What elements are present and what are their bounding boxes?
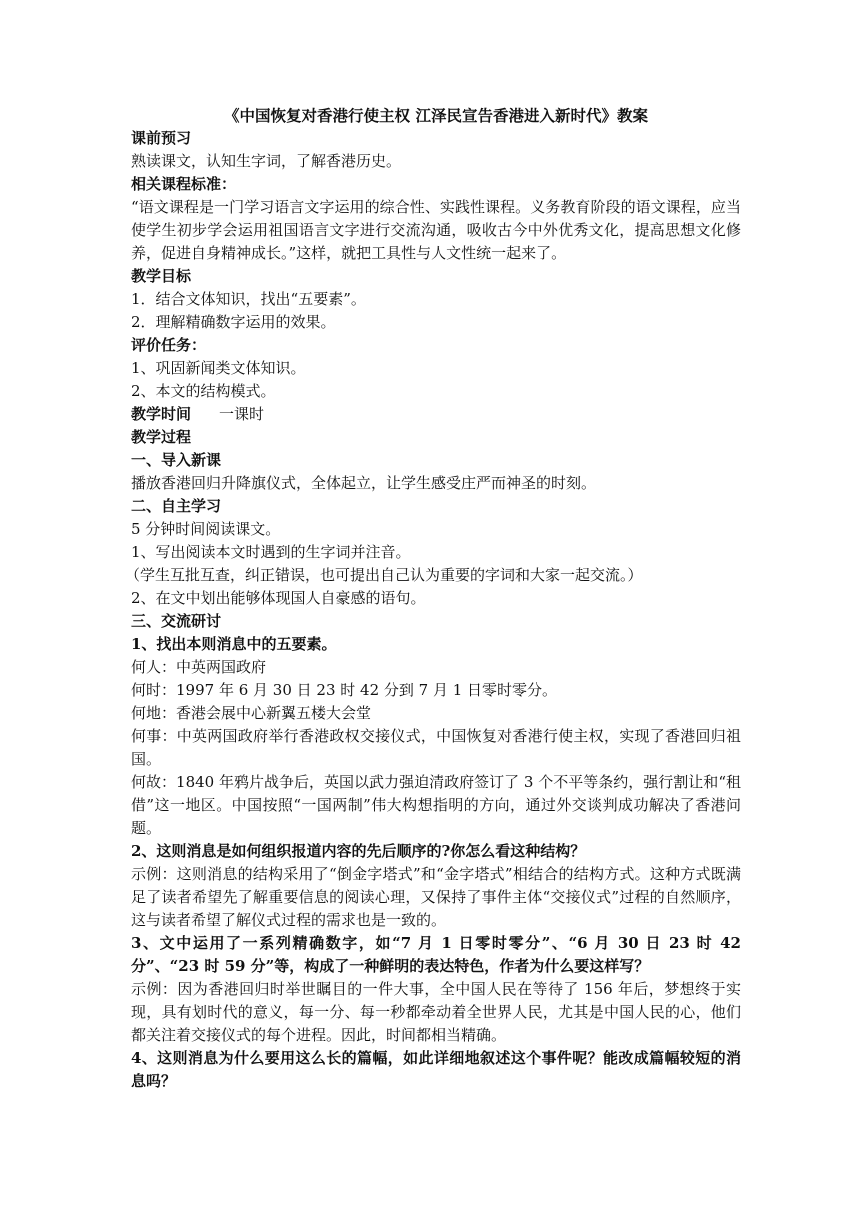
self-study-line: 2、在文中划出能够体现国人自豪感的语句。 (131, 589, 426, 607)
process-heading: 教学过程 (131, 428, 192, 446)
section-heading-self-study: 二、自主学习 (131, 497, 222, 515)
element-when: 何时：1997 年 6 月 30 日 23 时 42 分到 7 月 1 日零时零分。 (131, 681, 558, 699)
teaching-time (131, 403, 741, 426)
self-study-line: （学生互批互查，纠正错误，也可提出自己认为重要的字词和大家一起交流。） (125, 566, 643, 584)
element-why: 何故：1840 年鸦片战争后，英国以武力强迫清政府签订了 3 个不平等条约，强行割让和“租借”这一地区。中国按照“一国两制”伟大构想指明的方向，通过外交谈判成功解决了香港问题。 (131, 773, 741, 837)
time-value: 一课时 (219, 405, 265, 423)
self-study-line: 1、写出阅读本文时遇到的生字词并注音。 (131, 543, 411, 561)
question-4: 4、这则消息为什么要用这么长的篇幅，如此详细地叙述这个事件呢？能改成篇幅较短的消息吗？ (131, 1049, 741, 1090)
time-label: 教学时间 (131, 405, 192, 423)
standard-heading: 相关课程标准： (131, 175, 237, 193)
section-heading-discussion: 三、交流研讨 (131, 612, 222, 630)
self-study-line: 5 分钟时间阅读课文。 (131, 520, 281, 538)
eval-item: 2、本文的结构模式。 (131, 382, 276, 400)
question-2: 2、这则消息是如何组织报道内容的先后顺序的?你怎么看这种结构？ (131, 842, 586, 860)
document-body (125, 104, 741, 1093)
eval-item: 1、巩固新闻类文体知识。 (131, 359, 306, 377)
question-3: 3、文中运用了一系列精确数字，如“7 月 1 日零时零分”、“6 月 30 日 23 时 42 分”、“23 时 59 分”等，构成了一种鲜明的表达特色，作者为什么要这样写？ (131, 934, 741, 975)
answer-2: 示例：这则消息的结构采用了“倒金字塔式”和“金字塔式”相结合的结构方式。这种方式既满足了读者希望先了解重要信息的阅读心理，又保持了事件主体“交接仪式”过程的自然顺序，这与读者希望了解仪式过程的需求也是一致的。 (131, 865, 741, 929)
standard-text: “语文课程是一门学习语言文字运用的综合性、实践性课程。义务教育阶段的语文课程，应当使学生初步学会运用祖国语言文字进行交流沟通，吸收古今中外优秀文化，提高思想文化修养，促进自身精神成长。”这样，就把工具性与人文性统一起来了。 (131, 198, 741, 262)
element-where: 何地：香港会展中心新翼五楼大会堂 (131, 704, 372, 722)
goal-item: 1．结合文体知识，找出“五要素”。 (131, 290, 366, 308)
element-what: 何事：中英两国政府举行香港政权交接仪式，中国恢复对香港行使主权，实现了香港回归祖国。 (131, 727, 741, 768)
element-who: 何人：中英两国政府 (131, 658, 267, 676)
eval-heading: 评价任务： (131, 336, 207, 354)
question-1: 1、找出本则消息中的五要素。 (131, 635, 337, 653)
goal-heading: 教学目标 (131, 267, 192, 285)
preview-text: 熟读课文，认知生字词，了解香港历史。 (131, 152, 402, 170)
answer-3: 示例：因为香港回归时举世瞩目的一件大事，全中国人民在等待了 156 年后，梦想终于实现，具有划时代的意义，每一分、每一秒都牵动着全世界人民，尤其是中国人民的心，他们都关注着交接仪式的每个进程。因此，时间都相当精确。 (131, 980, 741, 1044)
preview-heading: 课前预习 (131, 129, 192, 147)
goal-item: 2．理解精确数字运用的效果。 (131, 313, 336, 331)
document-title: 《中国恢复对香港行使主权 江泽民宣告香港进入新时代》教案 (224, 106, 648, 125)
section-heading-intro: 一、导入新课 (131, 451, 222, 469)
section-intro-text: 播放香港回归升降旗仪式，全体起立，让学生感受庄严而神圣的时刻。 (131, 474, 597, 492)
